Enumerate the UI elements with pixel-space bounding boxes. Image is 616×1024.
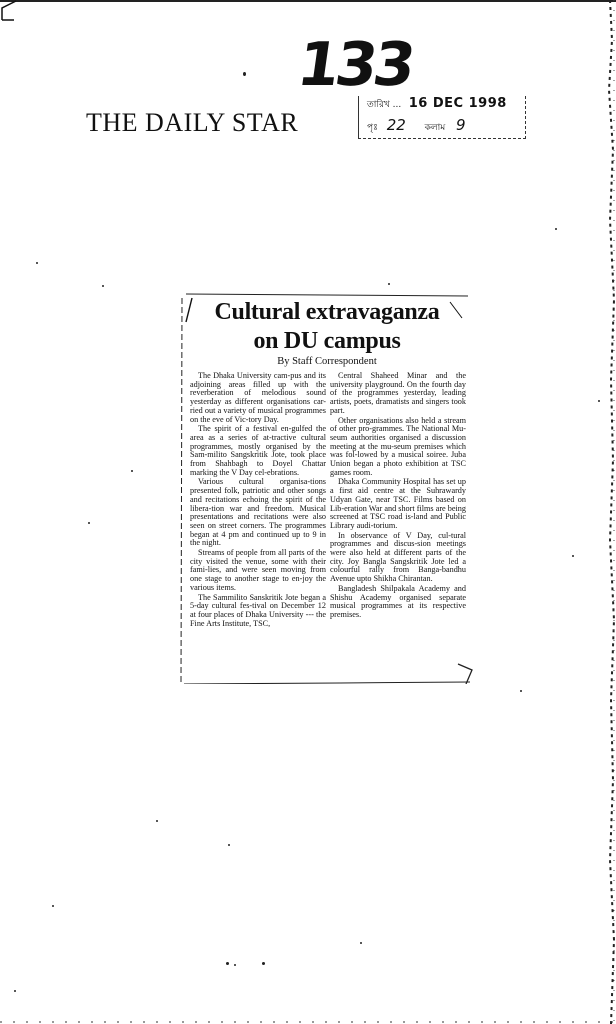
- left-paragraph-5: The Sammilito Sanskritik Jote began a 5-day cultural fes-tival on December 12 at four places of Dhaka University --- the Fine Arts Institute, TSC,: [190, 592, 326, 628]
- stamp-column-value: 9: [455, 116, 466, 134]
- article-left-column: [190, 372, 326, 629]
- news-clipping: [180, 292, 474, 684]
- top-scan-border: [0, 0, 616, 6]
- stamp-page-label: পৃঃ: [367, 123, 378, 133]
- left-paragraph-4: Streams of people from all parts of the city visited the venue, some with their fami-lies, and were seen moving from one stage to another stage to en-joy the various items.: [190, 548, 326, 592]
- stamp-column-label: কলাম: [424, 123, 446, 133]
- stamp-date-label: তারিখ ...: [367, 100, 402, 110]
- stamp-date: 16 DEC 1998: [408, 96, 507, 111]
- stamp-page-value: 22: [386, 116, 406, 134]
- corner-fold-mark: [0, 0, 20, 22]
- right-paragraph-1: Central Shaheed Minar and the university playground. On the fourth day of the programmes yesterday, leading artists, poets, dramatists and singers took part.: [330, 371, 466, 415]
- right-paragraph-3: Dhaka Community Hospital has set up a first aid centre at the Suhrawardy Udyan Gate, near TSC. Films based on Lib-eration War and short films are being screened at TSC road is-land and Public Library audi-torium.: [330, 477, 466, 530]
- handwritten-file-number: 133: [293, 30, 417, 100]
- right-scan-edge: [602, 0, 616, 1024]
- headline-line-2: on DU campus: [253, 328, 401, 354]
- headline-line-1: Cultural extravaganza: [214, 299, 440, 325]
- right-paragraph-5: Bangladesh Shilpakala Academy and Shishu Academy organised separate musical programmes at its respective premises.: [330, 583, 466, 619]
- newspaper-name: THE DAILY STAR: [86, 108, 299, 137]
- left-paragraph-2: The spirit of a festival en-gulfed the area as a series of at-tractive cultural programmes, mostly organised by the Sam-milito Sangskritik Jote, took place from Shahbagh to Doyel Chattar marking the V Day cel-ebrations.: [190, 424, 326, 477]
- date-stamp: [358, 96, 526, 139]
- left-paragraph-3: Various cultural organisa-tions presented folk, patriotic and other songs and recitations echoing the spirit of the libera-tion war and freedom. Musical presentations and recitations were also seen on street corners. The programmes began at 4 pm and continued up to 9 in the night.: [190, 477, 326, 548]
- left-paragraph-1: The Dhaka University cam-pus and its adjoining areas filled up with the reverberation of melodious sound yesterday as different organisations car-ried out a variety of musical programmes on the eve of Vic-tory Day.: [190, 371, 326, 424]
- right-paragraph-4: In observance of V Day, cul-tural programmes and discus-sion meetings were also held at different parts of the city. Joy Bangla Sangskritik Jote led a colourful rally from Banga-bandhu Avenue upto Shikha Chirantan.: [330, 530, 466, 584]
- bottom-scan-edge: [0, 1014, 616, 1024]
- right-paragraph-2: Other organisations also held a stream of other pro-grammes. The National Mu-seum authorities organised a discussion meeting at the mu-seum premises which was fol-lowed by a musical soiree. Juba Union began a photo exhibition at TSC games room.: [330, 415, 466, 477]
- byline: By Staff Correspondent: [277, 356, 377, 367]
- article-right-column: [330, 372, 466, 621]
